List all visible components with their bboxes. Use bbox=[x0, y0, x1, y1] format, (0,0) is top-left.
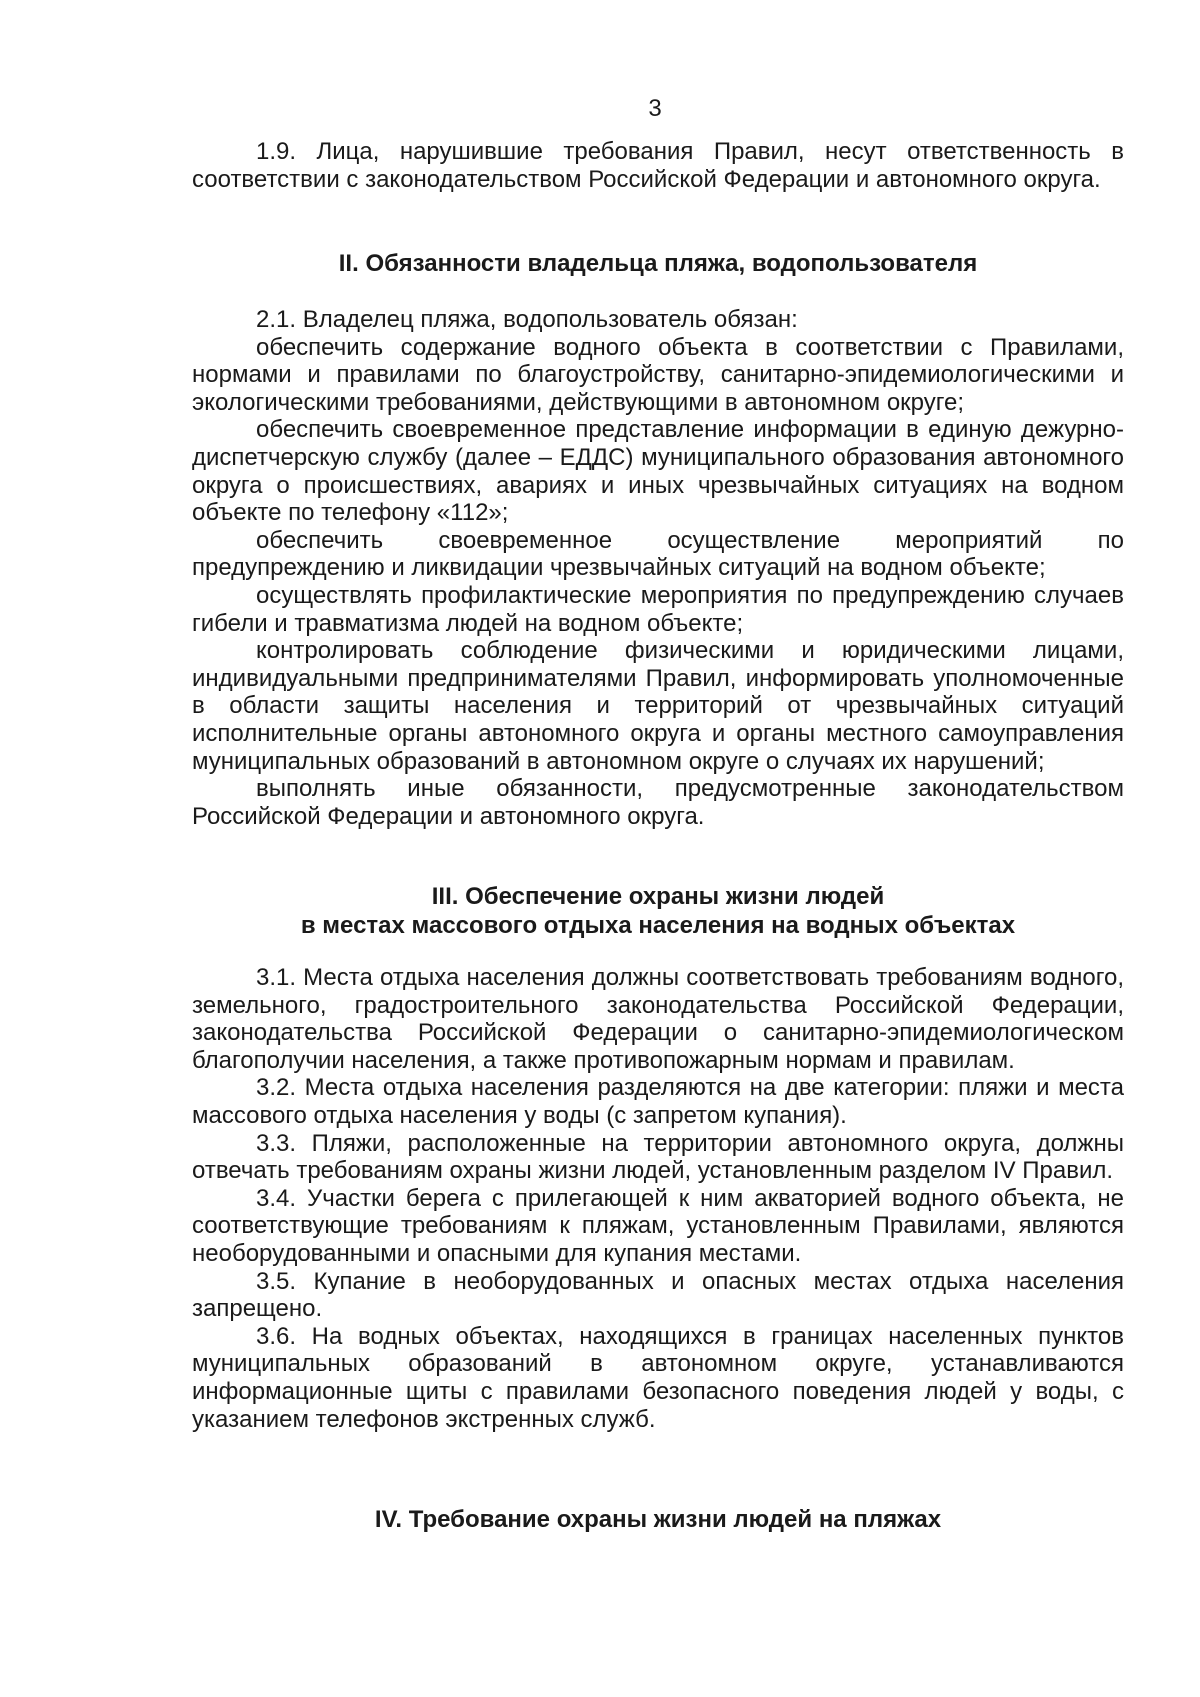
paragraph-3-6: 3.6. На водных объектах, находящихся в границах населенных пунктов муниципальных образований в автономном округе, устанавливаются информационные щиты с правилами безопасного поведения людей у воды, с указанием телефонов экстренных служб. bbox=[192, 1322, 1124, 1433]
paragraph-2-1-item-4: осуществлять профилактические мероприятия по предупреждению случаев гибели и травматизма людей на водном объекте; bbox=[192, 581, 1124, 637]
paragraph-2-1-item-1: обеспечить содержание водного объекта в соответствии с Правилами, нормами и правилами по благоустройству, санитарно-эпидемиологическими и экологическими требованиями, действующими в автономном округе; bbox=[192, 333, 1124, 416]
section-3-heading bbox=[192, 882, 1124, 940]
section-2-heading-text: II. Обязанности владельца пляжа, водопользователя bbox=[338, 250, 978, 277]
paragraph-2-1-item-3: обеспечить своевременное осуществление мероприятий по предупреждению и ликвидации чрезвычайных ситуаций на водном объекте; bbox=[192, 526, 1124, 582]
paragraph-3-1: 3.1. Места отдыха населения должны соответствовать требованиям водного, земельного, градостроительного законодательства Российской Федерации, законодательства Российской Федерации о санитарно-эпидемиологическом благополучии населения, а также противопожарным нормам и правилам. bbox=[192, 964, 1124, 1074]
paragraph-2-1: 2.1. Владелец пляжа, водопользователь обязан: bbox=[256, 306, 798, 333]
paragraph-3-3: 3.3. Пляжи, расположенные на территории автономного округа, должны отвечать требованиям охраны жизни людей, установленным разделом IV Правил. bbox=[192, 1129, 1124, 1185]
section-4-heading bbox=[192, 1505, 1124, 1534]
paragraph-3-5: 3.5. Купание в необорудованных и опасных местах отдыха населения запрещено. bbox=[192, 1267, 1124, 1323]
section-3-heading-line-2: в местах массового отдыха населения на водных объектах bbox=[300, 912, 1016, 939]
section-4-heading-text: IV. Требование охраны жизни людей на пляжах bbox=[374, 1506, 942, 1533]
paragraph-1-9: 1.9. Лица, нарушившие требования Правил, несут ответственность в соответствии с законодательством Российской Федерации и автономного округа. bbox=[192, 138, 1124, 193]
page-number: 3 bbox=[648, 95, 662, 122]
section-2-body bbox=[192, 306, 1124, 830]
section-2-heading bbox=[192, 249, 1124, 278]
paragraph-2-1-item-2: обеспечить своевременное представление информации в единую дежурно-диспетчерскую службу (далее – ЕДДС) муниципального образования автономного округа о происшествиях, авариях и иных чрезвычайных ситуациях на водном объекте по телефону «112»; bbox=[192, 416, 1124, 527]
paragraph-3-2: 3.2. Места отдыха населения разделяются на две категории: пляжи и места массового отдыха населения у воды (с запретом купания). bbox=[192, 1074, 1124, 1129]
section-3-heading-line-1: III. Обеспечение охраны жизни людей bbox=[431, 883, 885, 910]
section-1-body bbox=[192, 138, 1124, 193]
paragraph-2-1-item-5: контролировать соблюдение физическими и юридическими лицами, индивидуальными предпринимателями Правил, информировать уполномоченные в области защиты населения и территорий от чрезвычайных ситуаций исполнительные органы автономного округа и органы местного самоуправления муниципальных образований в автономном округе о случаях их нарушений; bbox=[192, 637, 1124, 775]
section-3-body bbox=[192, 964, 1124, 1433]
paragraph-3-4: 3.4. Участки берега с прилегающей к ним акваторией водного объекта, не соответствующие требованиям к пляжам, установленным Правилами, являются необорудованными и опасными для купания местами. bbox=[192, 1184, 1124, 1267]
paragraph-2-1-item-6: выполнять иные обязанности, предусмотренные законодательством Российской Федерации и автономного округа. bbox=[192, 775, 1124, 830]
